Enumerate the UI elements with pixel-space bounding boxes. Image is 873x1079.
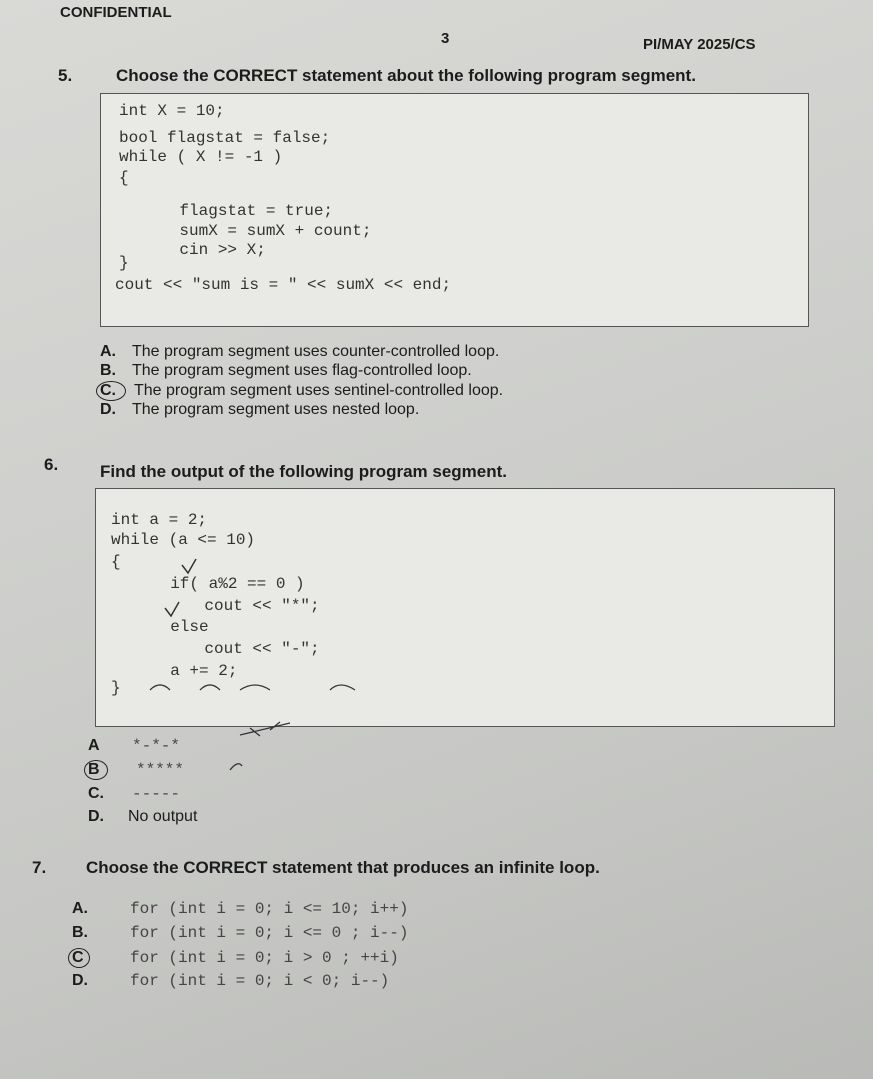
code-line: cin >> X; — [141, 241, 266, 259]
q5-question: Choose the CORRECT statement about the following program segment. — [116, 66, 696, 85]
q6-option-d: D. No output — [88, 808, 198, 825]
q7-option-c: C for (int i = 0; i > 0 ; ++i) — [72, 948, 399, 968]
code-line: int a = 2; — [111, 511, 208, 529]
q7-option-a: A. for (int i = 0; i <= 10; i++) — [72, 900, 409, 918]
code-line: while ( X != -1 ) — [119, 148, 283, 166]
code-line: } — [119, 254, 129, 272]
code-line: cout << "sum is = " << sumX << end; — [115, 276, 452, 294]
q5-number: 5. — [58, 66, 73, 85]
code-line: flagstat = true; — [141, 202, 334, 220]
confidential-label: CONFIDENTIAL — [60, 4, 172, 21]
code-line: while (a <= 10) — [111, 531, 256, 549]
code-line: { — [119, 169, 129, 187]
q6-question: Find the output of the following program segment. — [100, 462, 508, 481]
exam-code: PI/MAY 2025/CS — [643, 36, 756, 53]
q6-code-block — [95, 488, 835, 727]
q7-question: Choose the CORRECT statement that produces an infinite loop. — [86, 858, 600, 877]
q6-option-a: A *-*-* — [88, 737, 181, 755]
code-line: bool flagstat = false; — [119, 129, 331, 147]
q5-option-c: C. The program segment uses sentinel-controlled loop. — [100, 381, 503, 401]
q5-option-b: B. The program segment uses flag-controlled loop. — [100, 362, 472, 379]
q6-option-c: C. ----- — [88, 785, 181, 803]
code-line: int X = 10; — [119, 102, 225, 120]
code-line: else — [151, 618, 209, 636]
code-line: if( a%2 == 0 ) — [151, 575, 305, 593]
q7-option-b: B. for (int i = 0; i <= 0 ; i--) — [72, 924, 409, 942]
q5-code-block — [100, 93, 809, 327]
q7-number: 7. — [32, 858, 47, 877]
code-line: cout << "*"; — [166, 597, 320, 615]
q6-option-b: B ***** — [88, 760, 184, 780]
code-line: { — [111, 553, 121, 571]
code-line: a += 2; — [151, 662, 238, 680]
code-line: sumX = sumX + count; — [141, 222, 372, 240]
q5-option-d: D. The program segment uses nested loop. — [100, 401, 420, 418]
q7-option-d: D. for (int i = 0; i < 0; i--) — [72, 972, 390, 990]
page-number: 3 — [441, 30, 450, 47]
q5-option-a: A. The program segment uses counter-controlled loop. — [100, 343, 500, 360]
code-line: cout << "-"; — [166, 640, 320, 658]
q6-number: 6. — [44, 455, 59, 474]
code-line: } — [111, 679, 121, 697]
